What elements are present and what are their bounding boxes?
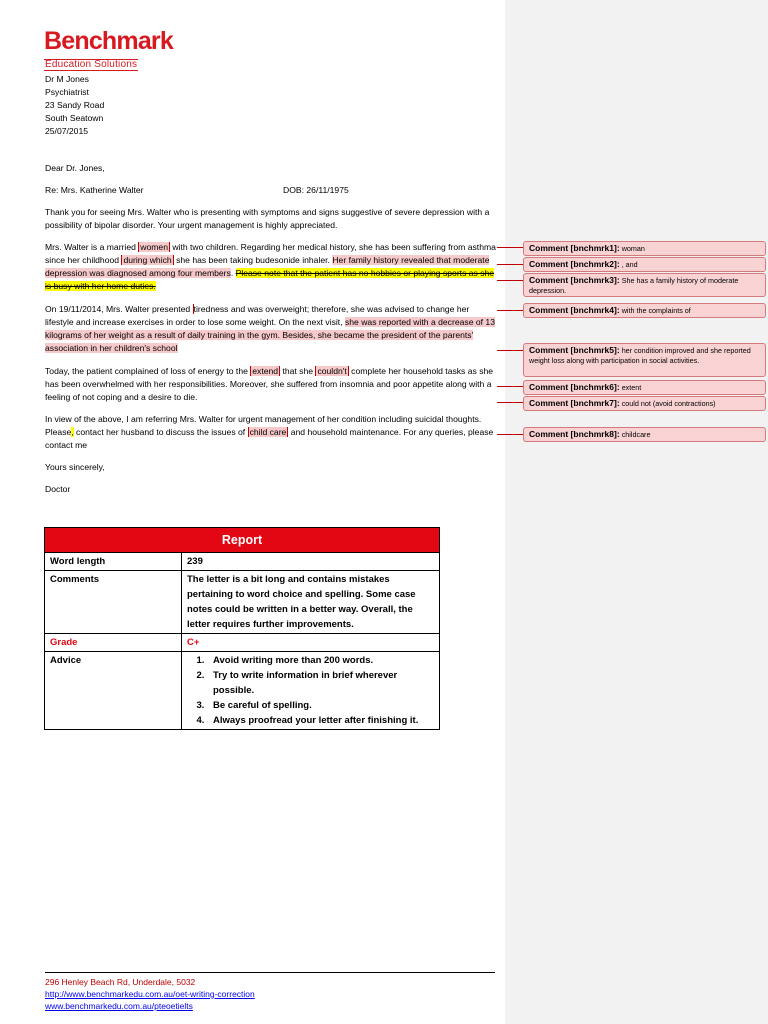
comment-balloon-2[interactable]: Comment [bnchmrk2]: , and bbox=[523, 257, 766, 272]
comment-connector bbox=[497, 264, 523, 265]
report-title: Report bbox=[45, 528, 440, 553]
list-item: 1. Avoid writing more than 200 words. bbox=[207, 653, 434, 668]
comment-connector bbox=[497, 310, 523, 311]
addressee-line: 23 Sandy Road bbox=[45, 100, 105, 110]
paragraph-referral: In view of the above, I am referring Mrs. Walter for urgent management of her condition including suicidal thoughts. Please, contact her husband to discuss the issues of child care and household maintenance. For any queries, please contact me bbox=[45, 414, 494, 450]
advice-list bbox=[187, 653, 434, 728]
inserted-comma-highlight: , bbox=[71, 427, 74, 437]
comment-balloon-1[interactable]: Comment [bnchmrk1]: woman bbox=[523, 241, 766, 256]
footer-link-pte[interactable]: www.benchmarkedu.com.au/pteoetielts bbox=[45, 1001, 193, 1011]
logo-wordmark: Benchmark bbox=[44, 27, 173, 55]
comment-anchor-2[interactable]: during which bbox=[123, 255, 172, 265]
comment-connector bbox=[497, 280, 523, 281]
comment-anchor-8[interactable]: child care bbox=[249, 427, 287, 437]
advice-label: Advice bbox=[45, 652, 182, 730]
table-row bbox=[45, 634, 440, 652]
logo-tagline: Education Solutions bbox=[45, 59, 138, 70]
comment-balloon-8[interactable]: Comment [bnchmrk8]: childcare bbox=[523, 427, 766, 442]
comment-connector bbox=[497, 434, 523, 435]
dob-line: DOB: 26/11/1975 bbox=[283, 185, 349, 195]
comment-connector bbox=[497, 386, 523, 387]
comment-anchor-6[interactable]: extend bbox=[252, 366, 279, 376]
report-table bbox=[44, 527, 440, 730]
comment-anchor-3[interactable]: Her family history revealed that moderate depression was diagnosed among four members bbox=[45, 255, 490, 278]
table-row bbox=[45, 652, 440, 730]
paragraph-history: Mrs. Walter is a married women with two children. Regarding her medical history, she has been suffering from asthma since her childhood during which she has been taking budesonide inhaler. Her family history revealed that moderate depression was diagnosed among four members. Please note that the patient has no hobbies or playing sports as she is busy with her home duties. bbox=[45, 242, 496, 291]
addressee-line: Psychiatrist bbox=[45, 87, 89, 97]
signature: Doctor bbox=[45, 484, 71, 494]
list-item: 2. Try to write information in brief wherever possible. bbox=[207, 668, 434, 698]
comment-connector bbox=[497, 247, 523, 248]
comment-balloon-4[interactable]: Comment [bnchmrk4]: with the complaints of bbox=[523, 303, 766, 318]
addressee-line: Dr M Jones bbox=[45, 74, 89, 84]
grade-value: C+ bbox=[182, 634, 440, 652]
strikethrough-highlight: Please note that the patient has no hobbies or playing sports as she is busy with her home duties. bbox=[45, 268, 495, 291]
footer-address: 296 Henley Beach Rd, Underdale, 5032 bbox=[45, 977, 196, 987]
comment-connector bbox=[497, 350, 523, 351]
comment-balloon-6[interactable]: Comment [bnchmrk6]: extent bbox=[523, 380, 766, 395]
benchmark-logo bbox=[44, 28, 173, 72]
table-row bbox=[45, 553, 440, 571]
list-item: 4. Always proofread your letter after finishing it. bbox=[207, 713, 434, 728]
comment-margin-pane bbox=[505, 0, 768, 1024]
paragraph-complaint: Today, the patient complained of loss of energy to the extend that she couldn't complete her household tasks as she has been overwhelmed with her responsibilities. Moreover, she suffered from insomnia and poor appetite along with a feeling of not coping and a desire to die. bbox=[45, 366, 494, 402]
paragraph-presentation: On 19/11/2014, Mrs. Walter presented tiredness and was overweight; therefore, she was advised to change her lifestyle and increase exercises in order to lose some weight. On the next visit, she was reported with a decrease of 13 kilograms of her weight as a result of daily training in the gym. Besides, she became the president of the parents' association in her children's school bbox=[45, 304, 495, 353]
comment-anchor-7[interactable]: couldn't bbox=[317, 366, 347, 376]
comment-balloon-7[interactable]: Comment [bnchmrk7]: could not (avoid contractions) bbox=[523, 396, 766, 411]
word-length-label: Word length bbox=[45, 553, 182, 571]
comment-balloon-5[interactable]: Comment [bnchmrk5]: her condition improved and she reported weight loss along with participation in social activities. bbox=[523, 343, 766, 377]
salutation: Dear Dr. Jones, bbox=[45, 163, 105, 173]
advice-value bbox=[182, 652, 440, 730]
footer-link-oet[interactable]: http://www.benchmarkedu.com.au/oet-writing-correction bbox=[45, 989, 255, 999]
addressee-line: South Seatown bbox=[45, 113, 104, 123]
comment-balloon-3[interactable]: Comment [bnchmrk3]: She has a family history of moderate depression. bbox=[523, 273, 766, 297]
word-length-value: 239 bbox=[182, 553, 440, 571]
comments-value: The letter is a bit long and contains mistakes pertaining to word choice and spelling. Some case notes could be written in a better way. Overall, the letter requires further improvements. bbox=[182, 571, 440, 634]
comment-anchor-1[interactable]: women bbox=[140, 242, 168, 252]
footer-divider bbox=[45, 972, 495, 973]
paragraph-intro: Thank you for seeing Mrs. Walter who is presenting with symptoms and signs suggestive of severe depression with a possibility of bipolar disorder. Your urgent management is highly appreciated. bbox=[45, 207, 490, 230]
closing: Yours sincerely, bbox=[45, 462, 105, 472]
report-header-row bbox=[45, 528, 440, 553]
comments-label: Comments bbox=[45, 571, 182, 634]
comment-connector bbox=[497, 402, 523, 403]
list-item: 3. Be careful of spelling. bbox=[207, 698, 434, 713]
table-row bbox=[45, 571, 440, 634]
comment-anchor-5[interactable]: she was reported with a decrease of 13 kilograms of her weight as a result of daily training in the gym. Besides, she became the president of the parents' association in her children's school bbox=[45, 317, 495, 353]
letter-date: 25/07/2015 bbox=[45, 126, 89, 136]
grade-label: Grade bbox=[45, 634, 182, 652]
re-line: Re: Mrs. Katherine Walter bbox=[45, 185, 144, 195]
